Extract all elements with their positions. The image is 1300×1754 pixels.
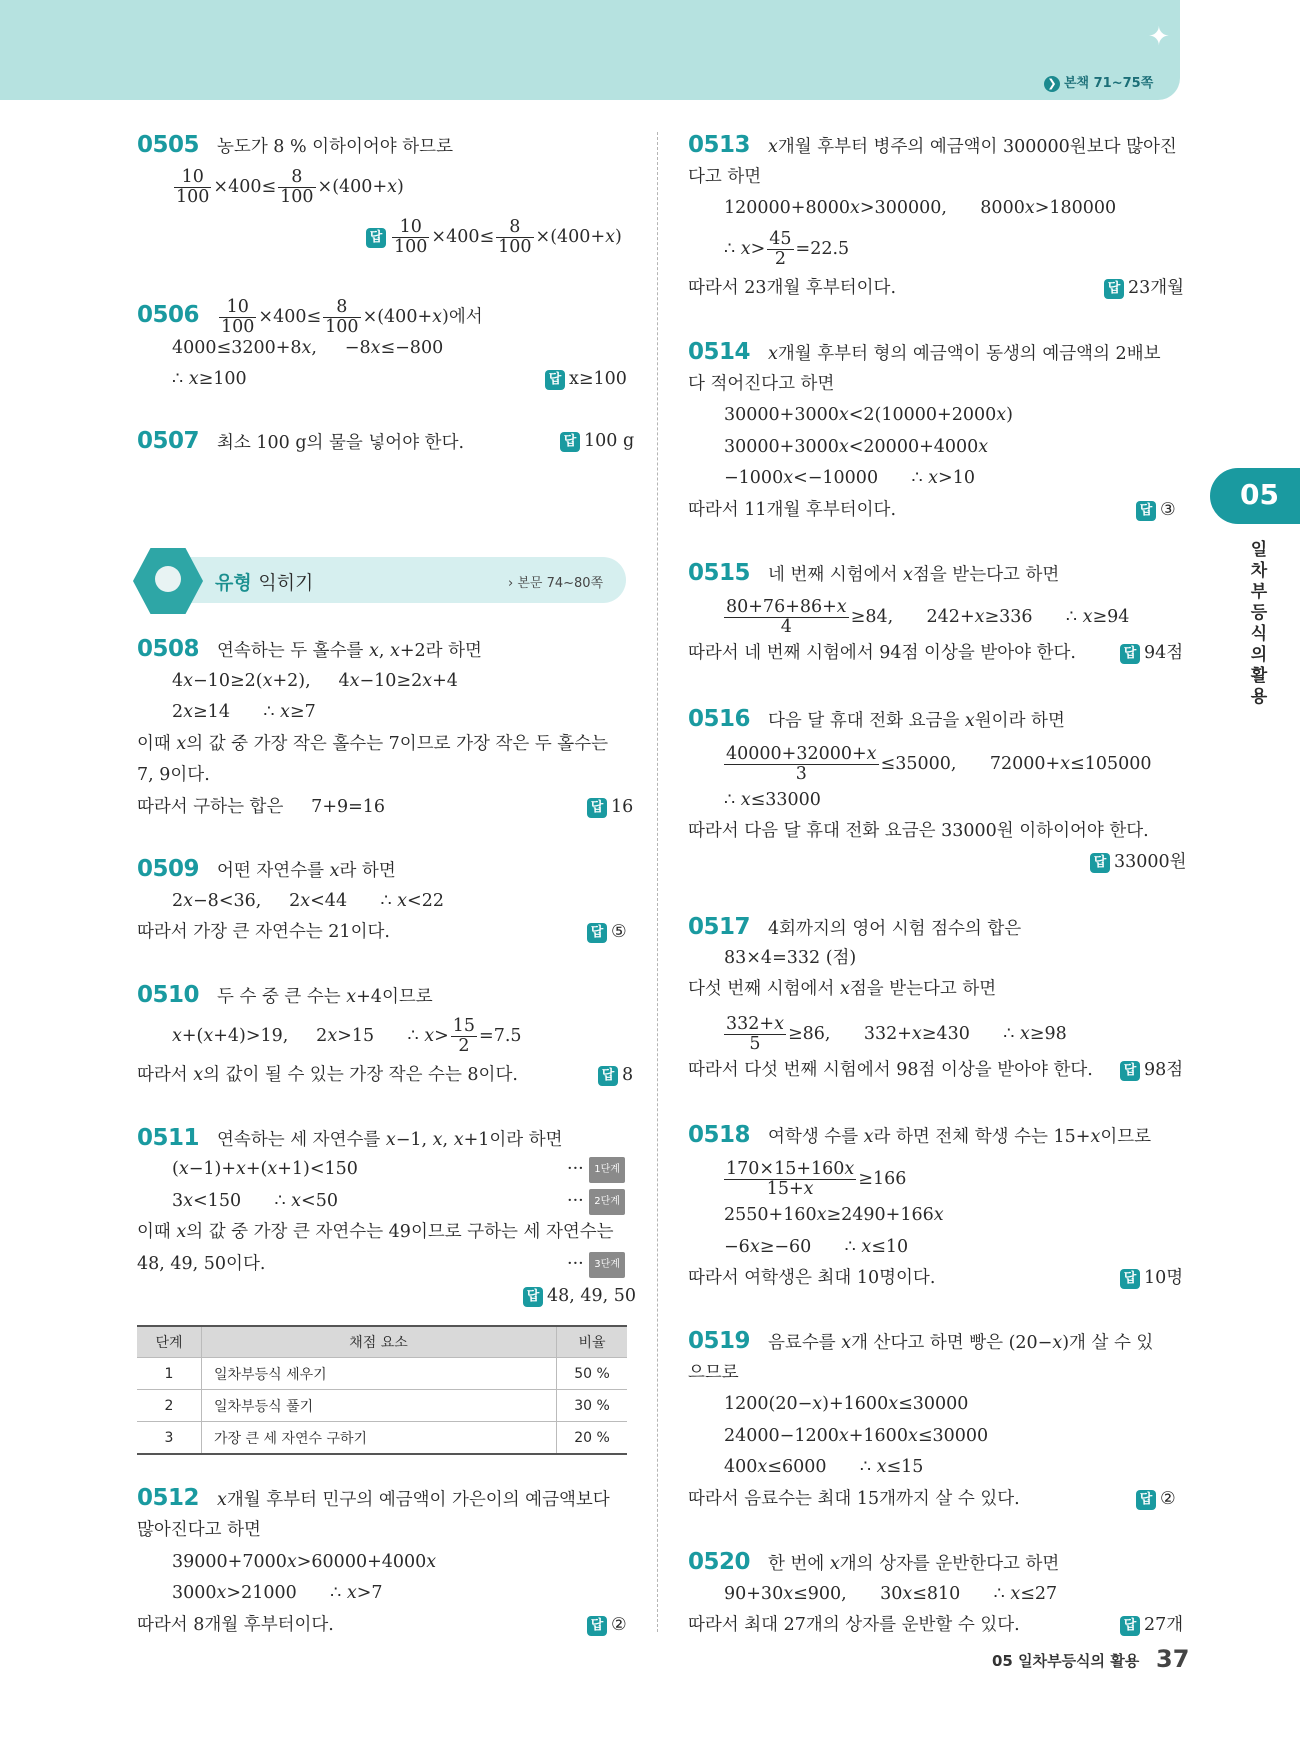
- table-row: 3 가장 큰 세 자연수 구하기 20 %: [137, 1422, 627, 1455]
- answer-0510: 답 8: [598, 1063, 633, 1087]
- problem-0506-line-1: 0506 $\frac{10}{100}$ ×400≤ $\frac{8}{100}$ ×(400+x)에서: [137, 297, 483, 337]
- chapter-number: 05: [1240, 478, 1279, 511]
- problem-number: 0518: [688, 1122, 751, 1148]
- answer-0505: 답 $\frac{10}{100}$ ×400≤ $\frac{8}{100}$ ×(400+x): [366, 218, 622, 257]
- step-marker-3: ··· 3단계: [567, 1252, 625, 1278]
- arrow-right-icon: ❯: [1044, 76, 1060, 92]
- problem-number: 0512: [137, 1485, 200, 1511]
- problem-0508-line-6: 따라서 구하는 합은 7+9=16: [137, 797, 386, 817]
- problem-0519-line-6: 따라서 음료수는 최대 15개까지 살 수 있다.: [688, 1489, 1020, 1509]
- problem-0514-line-3: 30000+3000x<2(10000+2000x): [724, 405, 1013, 425]
- problem-number: 0513: [688, 132, 751, 158]
- answer-0512: 답 ②: [587, 1613, 627, 1637]
- header-band: [0, 0, 1180, 100]
- problem-0513-line-4: ∴ x> $\frac{45}{2}$ =22.5: [724, 229, 850, 269]
- answer-tag: 답: [523, 1287, 543, 1307]
- problem-number: 0508: [137, 636, 200, 662]
- problem-number: 0519: [688, 1328, 751, 1354]
- answer-tag: 답: [1136, 501, 1156, 521]
- step-marker-2: ··· 2단계: [567, 1189, 625, 1215]
- problem-0517-line-4: $\frac{332+x}{5}$ ≥86, 332+x≥430 ∴ x≥98: [726, 1014, 1067, 1054]
- problem-0514-line-6: 따라서 11개월 후부터이다.: [688, 500, 897, 520]
- problem-0520-line-2: 90+30x≤900, 30x≤810 ∴ x≤27: [724, 1584, 1058, 1604]
- problem-0508-line-5: 7, 9이다.: [137, 765, 210, 785]
- problem-0520-line-3: 따라서 최대 27개의 상자를 운반할 수 있다.: [688, 1615, 1020, 1635]
- problem-0511-line-1: 0511 연속하는 세 자연수를 x−1, x, x+1이라 하면: [137, 1125, 563, 1151]
- answer-tag: 답: [1136, 1490, 1156, 1510]
- problem-0506-line-3: ∴ x≥100: [172, 369, 247, 389]
- problem-0510-line-3: 따라서 x의 값이 될 수 있는 가장 작은 수는 8이다.: [137, 1065, 518, 1085]
- answer-tag: 답: [1104, 279, 1124, 299]
- problem-number: 0516: [688, 706, 751, 732]
- problem-0515-line-1: 0515 네 번째 시험에서 x점을 받는다고 하면: [688, 560, 1060, 586]
- problem-0515-line-2: $\frac{80+76+86+x}{4}$ ≥84, 242+x≥336 ∴ x≥94: [726, 597, 1130, 637]
- answer-0519: 답 ②: [1136, 1487, 1176, 1511]
- main-book-reference: ❯ 본책 71~75쪽: [1044, 72, 1153, 92]
- problem-0519-line-2: 으므로: [688, 1363, 739, 1383]
- problem-0508-line-3: 2x≥14 ∴ x≥7: [172, 702, 316, 722]
- problem-0519-line-1: 0519 음료수를 x개 산다고 하면 빵은 (20−x)개 살 수 있: [688, 1328, 1154, 1354]
- problem-0519-line-4: 24000−1200x+1600x≤30000: [724, 1426, 989, 1446]
- answer-0518: 답 10명: [1120, 1266, 1183, 1290]
- problem-number: 0510: [137, 982, 200, 1008]
- answer-0509: 답 ⑤: [587, 920, 627, 944]
- problem-number: 0507: [137, 428, 200, 454]
- answer-tag: 답: [1120, 644, 1140, 664]
- answer-0517: 답 98점: [1120, 1058, 1183, 1082]
- problem-0519-line-5: 400x≤6000 ∴ x≤15: [724, 1457, 924, 1477]
- table-header-row: 단계 채점 요소 비율: [137, 1326, 627, 1358]
- problem-0514-line-1: 0514 x개월 후부터 형의 예금액이 동생의 예금액의 2배보: [688, 339, 1161, 365]
- problem-0520-line-1: 0520 한 번에 x개의 상자를 운반한다고 하면: [688, 1549, 1060, 1575]
- problem-0513-line-5: 따라서 23개월 후부터이다.: [688, 278, 897, 298]
- problem-0519-line-3: 1200(20−x)+1600x≤30000: [724, 1394, 969, 1414]
- answer-tag: 답: [1120, 1061, 1140, 1081]
- problem-number: 0505: [137, 132, 200, 158]
- scoring-table: [137, 1325, 627, 1455]
- problem-number: 0514: [688, 339, 751, 365]
- problem-0505-line-2: $\frac{10}{100}$ ×400≤ $\frac{8}{100}$ ×(400+x): [176, 167, 404, 207]
- problem-0510-line-1: 0510 두 수 중 큰 수는 x+4이므로: [137, 982, 433, 1008]
- problem-0506-line-2: 4000≤3200+8x, −8x≤−800: [172, 338, 444, 358]
- table-row: 2 일차부등식 풀기 30 %: [137, 1390, 627, 1422]
- sparkle-icon: ✦: [1148, 22, 1170, 52]
- problem-0511-line-3: 3x<150 ∴ x<50: [172, 1191, 338, 1211]
- footer-chapter: 05 일차부등식의 활용: [992, 1652, 1140, 1670]
- problem-0511-line-5: 48, 49, 50이다.: [137, 1254, 266, 1274]
- problem-0518-line-1: 0518 여학생 수를 x라 하면 전체 학생 수는 15+x이므로: [688, 1122, 1152, 1148]
- problem-0512-line-4: 3000x>21000 ∴ x>7: [172, 1583, 383, 1603]
- chapter-title: 일차부등식의활용: [1250, 540, 1268, 707]
- problem-0515-line-3: 따라서 네 번째 시험에서 94점 이상을 받아야 한다.: [688, 643, 1076, 663]
- answer-0515: 답 94점: [1120, 641, 1183, 665]
- problem-0507-line-1: 0507 최소 100 g의 물을 넣어야 한다.: [137, 428, 465, 454]
- problem-0512-line-5: 따라서 8개월 후부터이다.: [137, 1615, 334, 1635]
- problem-0508-line-4: 이때 x의 값 중 가장 작은 홀수는 7이므로 가장 작은 두 홀수는: [137, 734, 609, 754]
- answer-0508: 답 16: [587, 795, 633, 819]
- problem-0513-line-2: 다고 하면: [688, 167, 762, 187]
- problem-0510-line-2: x+(x+4)>19, 2x>15 ∴ x> $\frac{15}{2}$ =7.5: [172, 1016, 522, 1056]
- answer-tag: 답: [1120, 1616, 1140, 1636]
- problem-0513-line-1: 0513 x개월 후부터 병주의 예금액이 300000원보다 많아진: [688, 132, 1177, 158]
- table-row: 1 일차부등식 세우기 50 %: [137, 1358, 627, 1390]
- problem-0514-line-2: 다 적어진다고 하면: [688, 374, 835, 394]
- answer-tag: 답: [587, 1616, 607, 1636]
- problem-0517-line-1: 0517 4회까지의 영어 시험 점수의 합은: [688, 914, 1022, 940]
- problem-0512-line-2: 많아진다고 하면: [137, 1520, 261, 1540]
- problem-0518-line-5: 따라서 여학생은 최대 10명이다.: [688, 1268, 936, 1288]
- problem-0509-line-1: 0509 어떤 자연수를 x라 하면: [137, 856, 396, 882]
- problem-number: 0515: [688, 560, 751, 586]
- answer-0520: 답 27개: [1120, 1613, 1183, 1637]
- section-reference: › 본문 74~80쪽: [508, 576, 604, 591]
- problem-0509-line-2: 2x−8<36, 2x<44 ∴ x<22: [172, 891, 444, 911]
- problem-0512-line-1: 0512 x개월 후부터 민구의 예금액이 가은이의 예금액보다: [137, 1485, 610, 1511]
- problem-0512-line-3: 39000+7000x>60000+4000x: [172, 1552, 437, 1572]
- problem-number: 0511: [137, 1125, 200, 1151]
- problem-0505-line-1: 0505 농도가 8 % 이하이어야 하므로: [137, 132, 453, 158]
- answer-0513: 답 23개월: [1104, 276, 1184, 300]
- problem-number: 0517: [688, 914, 751, 940]
- problem-0518-line-3: 2550+160x≥2490+166x: [724, 1205, 944, 1225]
- answer-tag: 답: [545, 370, 565, 390]
- problem-0518-line-2: $\frac{170\times 15+160x}{15+x}$ ≥166: [726, 1159, 907, 1199]
- problem-number: 0509: [137, 856, 200, 882]
- answer-tag: 답: [1090, 853, 1110, 873]
- answer-0506: 답 x≥100: [545, 367, 627, 391]
- answer-0511: 답 48, 49, 50: [523, 1284, 636, 1308]
- answer-0507: 답 100 g: [560, 429, 634, 453]
- problem-0514-line-4: 30000+3000x<20000+4000x: [724, 437, 989, 457]
- problem-0517-line-5: 따라서 다섯 번째 시험에서 98점 이상을 받아야 한다.: [688, 1060, 1093, 1080]
- problem-0517-line-3: 다섯 번째 시험에서 x점을 받는다고 하면: [688, 979, 997, 999]
- problem-0516-line-2: $\frac{40000+32000+x}{3}$ ≤35000, 72000+x≤105000: [726, 744, 1152, 784]
- problem-0518-line-4: −6x≥−60 ∴ x≤10: [724, 1237, 909, 1257]
- problem-0511-line-4: 이때 x의 값 중 가장 큰 자연수는 49이므로 구하는 세 자연수는: [137, 1222, 614, 1242]
- problem-0513-line-3: 120000+8000x>300000, 8000x>180000: [724, 198, 1117, 218]
- problem-0517-line-2: 83×4=332 (점): [724, 948, 857, 968]
- problem-0511-line-2: (x−1)+x+(x+1)<150: [172, 1159, 358, 1179]
- answer-tag: 답: [587, 923, 607, 943]
- answer-0514: 답 ③: [1136, 498, 1176, 522]
- problem-0508-line-2: 4x−10≥2(x+2), 4x−10≥2x+4: [172, 671, 458, 691]
- problem-0509-line-3: 따라서 가장 큰 자연수는 21이다.: [137, 922, 390, 942]
- answer-tag: 답: [560, 432, 580, 452]
- page-number: 37: [1156, 1645, 1190, 1673]
- answer-tag: 답: [598, 1066, 618, 1086]
- problem-0516-line-1: 0516 다음 달 휴대 전화 요금을 x원이라 하면: [688, 706, 1065, 732]
- answer-0516: 답 33000원: [1090, 850, 1187, 874]
- problem-0516-line-3: ∴ x≤33000: [724, 790, 821, 810]
- answer-tag: 답: [1120, 1269, 1140, 1289]
- problem-0514-line-5: −1000x<−10000 ∴ x>10: [724, 468, 975, 488]
- problem-number: 0520: [688, 1549, 751, 1575]
- problem-number: 0506: [137, 302, 200, 328]
- column-divider: [657, 132, 658, 1632]
- problem-0516-line-4: 따라서 다음 달 휴대 전화 요금은 33000원 이하이어야 한다.: [688, 821, 1149, 841]
- step-marker-1: ··· 1단계: [567, 1157, 625, 1183]
- section-title: 유형 익히기: [215, 572, 314, 594]
- answer-tag: 답: [366, 228, 386, 248]
- answer-tag: 답: [587, 798, 607, 818]
- problem-0508-line-1: 0508 연속하는 두 홀수를 x, x+2라 하면: [137, 636, 482, 662]
